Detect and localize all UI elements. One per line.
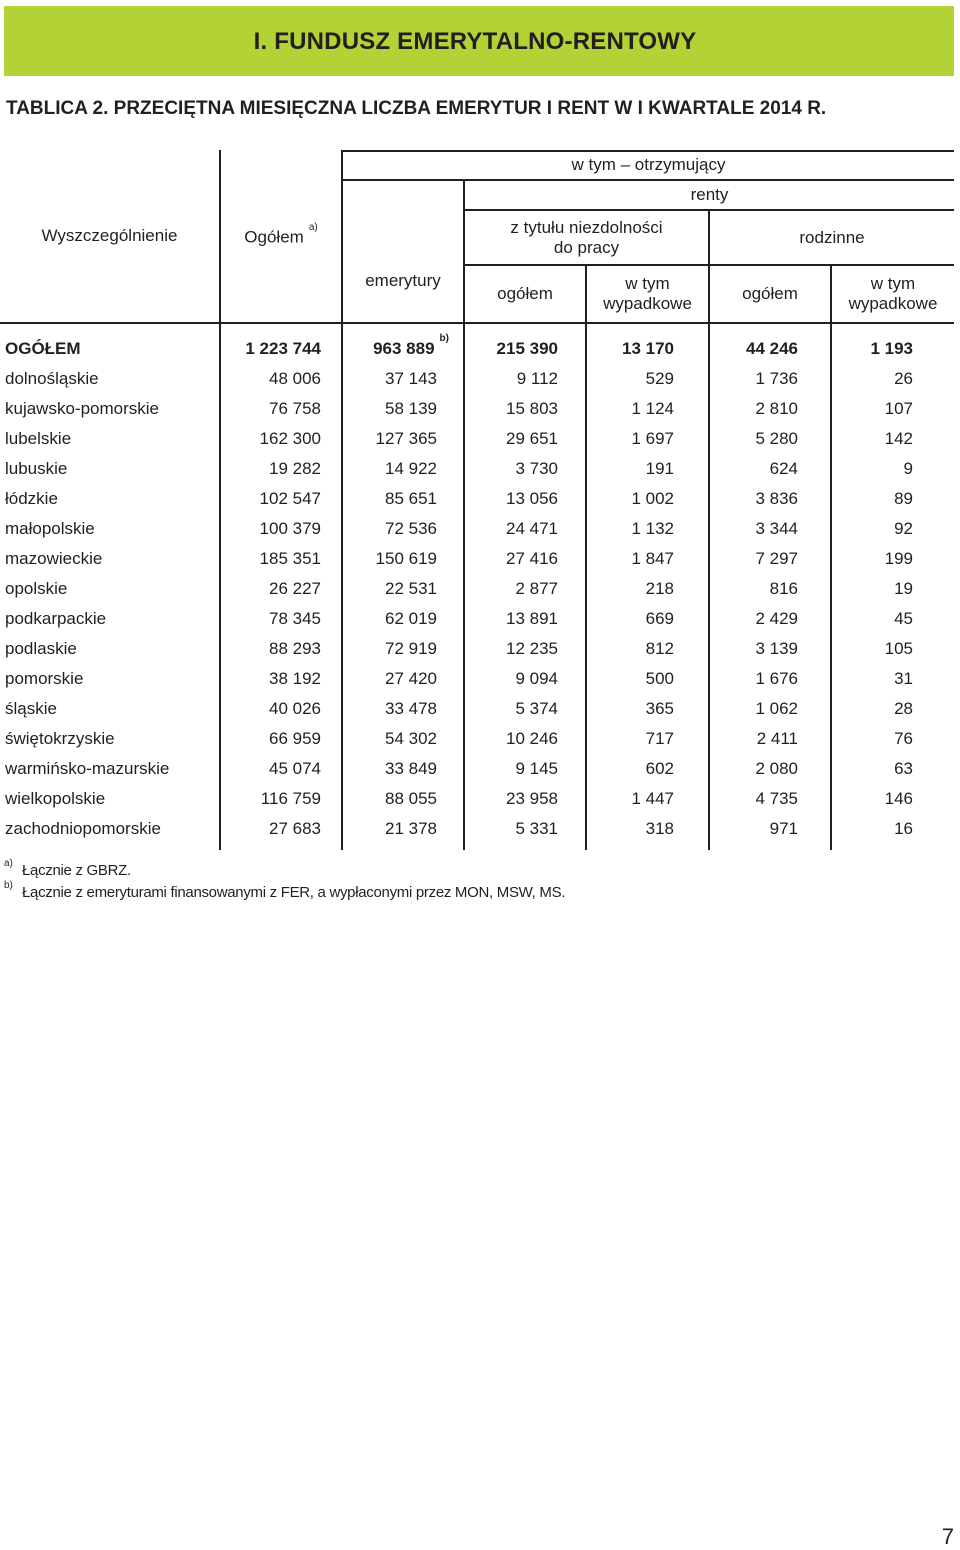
cell-niezdolnosc-ogolem: 215 390 [496, 339, 558, 358]
table-row [0, 814, 960, 844]
cell-emerytury: 150 619 [375, 549, 437, 568]
cell-rodzinne-ogolem: 3 344 [755, 519, 798, 538]
cell-rodzinne-ogolem: 1 736 [755, 369, 798, 388]
cell-ogolem: 26 227 [269, 579, 321, 598]
row-label: małopolskie [5, 519, 95, 538]
cell-rodzinne-ogolem: 44 246 [746, 339, 798, 358]
cell-ogolem: 76 758 [269, 399, 321, 418]
cell-emerytury: 33 849 [385, 759, 437, 778]
cell-emerytury: 37 143 [385, 369, 437, 388]
cell-ogolem: 45 074 [269, 759, 321, 778]
header-sub-ogolem-1 [465, 266, 585, 322]
footnote-mark-b: b) [439, 333, 449, 345]
cell-rodzinne-ogolem: 3 836 [755, 489, 798, 508]
cell-niezdolnosc-ogolem: 27 416 [506, 549, 558, 568]
header-ogolem-text [244, 224, 317, 248]
row-label: pomorskie [5, 669, 84, 688]
row-label: zachodniopomorskie [5, 819, 161, 838]
header-wyszczegolnienie-label: Wyszczególnienie [41, 226, 178, 245]
header-rodzinne [710, 211, 954, 264]
table-row [0, 364, 960, 394]
row-label: dolnośląskie [5, 369, 99, 388]
cell-niezdolnosc-wypadkowe: 669 [645, 609, 674, 628]
cell-ogolem: 100 379 [259, 519, 321, 538]
cell-rodzinne-wypadkowe: 63 [894, 759, 913, 778]
header-niezdolnosc-line1: z tytułu niezdolności [510, 217, 663, 237]
cell-niezdolnosc-wypadkowe: 191 [645, 459, 674, 478]
cell-niezdolnosc-wypadkowe: 218 [645, 579, 674, 598]
table-row [0, 424, 960, 454]
cell-rodzinne-ogolem: 2 080 [755, 759, 798, 778]
row-label: świętokrzyskie [5, 729, 115, 748]
cell-niezdolnosc-ogolem: 24 471 [506, 519, 558, 538]
header-renty [465, 181, 954, 209]
cell-niezdolnosc-wypadkowe: 1 697 [631, 429, 674, 448]
footnote-mark-a: a) [308, 222, 318, 234]
cell-emerytury: 33 478 [385, 699, 437, 718]
header-emerytury [343, 181, 463, 322]
cell-rodzinne-ogolem: 2 429 [755, 609, 798, 628]
cell-rodzinne-wypadkowe: 26 [894, 369, 913, 388]
cell-rodzinne-wypadkowe: 31 [894, 669, 913, 688]
cell-rodzinne-ogolem: 624 [769, 459, 798, 478]
table-title: TABLICA 2. PRZECIĘTNA MIESIĘCZNA LICZBA EMERYTUR I RENT W I KWARTALE 2014 R. [6, 98, 827, 119]
table-row [0, 574, 960, 604]
header-sub-wypadkowe-1-line2: wypadkowe [603, 294, 692, 313]
cell-ogolem: 40 026 [269, 699, 321, 718]
table-row [0, 724, 960, 754]
cell-emerytury [373, 333, 449, 359]
cell-rodzinne-wypadkowe: 199 [884, 549, 913, 568]
header-sub-wypadkowe-2-line2: wypadkowe [848, 294, 938, 313]
cell-rodzinne-wypadkowe: 19 [894, 579, 913, 598]
cell-rodzinne-wypadkowe: 45 [894, 609, 913, 628]
cell-niezdolnosc-wypadkowe: 318 [645, 819, 674, 838]
table-row [0, 394, 960, 424]
cell-ogolem: 1 223 744 [245, 339, 321, 358]
row-label: łódzkie [5, 489, 58, 508]
cell-rodzinne-wypadkowe: 105 [884, 639, 913, 658]
header-sub-wypadkowe-1 [587, 266, 708, 322]
cell-niezdolnosc-wypadkowe: 1 002 [631, 489, 674, 508]
row-label: wielkopolskie [5, 789, 106, 808]
rule-header-bottom [0, 322, 954, 324]
header-w-tym-otrzymujacy-label: w tym – otrzymujący [571, 154, 726, 174]
table-row [0, 454, 960, 484]
header-sub-wypadkowe-2-line1: w tym [870, 274, 916, 293]
row-label: lubelskie [5, 429, 72, 448]
cell-niezdolnosc-wypadkowe: 1 124 [631, 399, 674, 418]
cell-niezdolnosc-ogolem: 3 730 [515, 459, 558, 478]
footnote-b-text: Łącznie z emeryturami finansowanymi z FER, a wypłaconymi przez MON, MSW, MS. [22, 884, 566, 901]
cell-emerytury: 14 922 [385, 459, 437, 478]
header-niezdolnosc-line2: do pracy [553, 237, 620, 257]
cell-niezdolnosc-wypadkowe: 717 [645, 729, 674, 748]
table-row [0, 514, 960, 544]
header-sub-ogolem-2 [710, 266, 830, 322]
cell-ogolem: 162 300 [259, 429, 321, 448]
cell-niezdolnosc-ogolem: 9 094 [515, 669, 558, 688]
cell-ogolem: 66 959 [269, 729, 321, 748]
cell-rodzinne-ogolem: 1 062 [755, 699, 798, 718]
cell-niezdolnosc-ogolem: 15 803 [506, 399, 558, 418]
cell-emerytury: 127 365 [375, 429, 437, 448]
table-row [0, 784, 960, 814]
cell-ogolem: 19 282 [269, 459, 321, 478]
row-label: opolskie [5, 579, 68, 598]
cell-niezdolnosc-wypadkowe: 812 [645, 639, 674, 658]
header-wyszczegolnienie [0, 150, 219, 322]
table-row [0, 694, 960, 724]
cell-emerytury: 58 139 [385, 399, 437, 418]
cell-niezdolnosc-ogolem: 9 145 [515, 759, 558, 778]
chapter-banner [4, 6, 954, 76]
row-label: podlaskie [5, 639, 77, 658]
cell-ogolem: 38 192 [269, 669, 321, 688]
cell-rodzinne-wypadkowe: 107 [884, 399, 913, 418]
cell-ogolem: 78 345 [269, 609, 321, 628]
cell-niezdolnosc-ogolem: 5 331 [515, 819, 558, 838]
cell-emerytury: 27 420 [385, 669, 437, 688]
cell-niezdolnosc-ogolem: 13 056 [506, 489, 558, 508]
row-label: kujawsko-pomorskie [5, 399, 159, 418]
cell-emerytury: 21 378 [385, 819, 437, 838]
footnote-a-text: Łącznie z GBRZ. [22, 862, 131, 879]
header-ogolem-label: Ogółem [244, 227, 304, 247]
cell-rodzinne-wypadkowe: 89 [894, 489, 913, 508]
cell-niezdolnosc-wypadkowe: 602 [645, 759, 674, 778]
cell-rodzinne-ogolem: 2 411 [756, 729, 798, 748]
cell-emerytury: 22 531 [385, 579, 437, 598]
footnote-a-mark: a) [4, 858, 13, 869]
cell-rodzinne-ogolem: 5 280 [755, 429, 798, 448]
header-sub-wypadkowe-1-line1: w tym [625, 274, 670, 293]
cell-niezdolnosc-ogolem: 2 877 [515, 579, 558, 598]
cell-rodzinne-wypadkowe: 1 193 [870, 339, 913, 358]
cell-rodzinne-wypadkowe: 146 [884, 789, 913, 808]
cell-niezdolnosc-wypadkowe: 13 170 [622, 339, 674, 358]
cell-rodzinne-ogolem: 1 676 [755, 669, 798, 688]
table-row [0, 664, 960, 694]
row-label: śląskie [5, 699, 57, 718]
cell-rodzinne-ogolem: 7 297 [755, 549, 798, 568]
cell-niezdolnosc-wypadkowe: 500 [645, 669, 674, 688]
cell-niezdolnosc-ogolem: 10 246 [506, 729, 558, 748]
cell-emerytury: 85 651 [385, 489, 437, 508]
cell-ogolem: 48 006 [269, 369, 321, 388]
cell-emerytury: 62 019 [385, 609, 437, 628]
table-row [0, 634, 960, 664]
cell-niezdolnosc-ogolem: 9 112 [516, 369, 558, 388]
cell-emerytury-value: 963 889 [373, 339, 435, 358]
cell-emerytury: 54 302 [385, 729, 437, 748]
cell-ogolem: 102 547 [259, 489, 321, 508]
cell-niezdolnosc-wypadkowe: 1 132 [631, 519, 674, 538]
cell-niezdolnosc-wypadkowe: 365 [645, 699, 674, 718]
row-label: lubuskie [5, 459, 68, 478]
cell-rodzinne-ogolem: 3 139 [755, 639, 798, 658]
header-rodzinne-label: rodzinne [799, 227, 865, 247]
row-label: podkarpackie [5, 609, 107, 628]
cell-niezdolnosc-ogolem: 5 374 [515, 699, 558, 718]
cell-ogolem: 27 683 [269, 819, 321, 838]
cell-rodzinne-wypadkowe: 142 [884, 429, 913, 448]
row-label: mazowieckie [5, 549, 103, 568]
header-emerytury-label: emerytury [365, 270, 441, 290]
cell-rodzinne-wypadkowe: 92 [894, 519, 913, 538]
table-row-total [0, 334, 960, 364]
cell-niezdolnosc-ogolem: 29 651 [506, 429, 558, 448]
cell-ogolem: 88 293 [269, 639, 321, 658]
cell-emerytury: 72 919 [385, 639, 437, 658]
header-sub-ogolem-2-label: ogółem [742, 284, 798, 303]
row-label: OGÓŁEM [5, 339, 81, 358]
cell-rodzinne-wypadkowe: 76 [894, 729, 913, 748]
cell-emerytury: 72 536 [385, 519, 437, 538]
cell-niezdolnosc-ogolem: 23 958 [506, 789, 558, 808]
cell-rodzinne-wypadkowe: 28 [894, 699, 913, 718]
page-number: 7 [941, 1524, 954, 1549]
cell-rodzinne-wypadkowe: 9 [903, 459, 913, 478]
footnote-b-mark: b) [4, 880, 13, 891]
table-row [0, 484, 960, 514]
row-label: warmińsko-mazurskie [5, 759, 170, 778]
table-row [0, 604, 960, 634]
chapter-title: I. FUNDUSZ EMERYTALNO-RENTOWY [253, 28, 697, 55]
table-row [0, 754, 960, 784]
header-renty-label: renty [690, 185, 729, 204]
cell-niezdolnosc-wypadkowe: 1 847 [631, 549, 674, 568]
cell-rodzinne-wypadkowe: 16 [894, 819, 913, 838]
cell-niezdolnosc-ogolem: 12 235 [506, 639, 558, 658]
cell-emerytury: 88 055 [385, 789, 437, 808]
cell-niezdolnosc-wypadkowe: 1 447 [631, 789, 674, 808]
cell-ogolem: 185 351 [259, 549, 321, 568]
table-row [0, 544, 960, 574]
data-table [0, 150, 960, 850]
cell-niezdolnosc-ogolem: 13 891 [506, 609, 558, 628]
cell-rodzinne-ogolem: 2 810 [755, 399, 798, 418]
cell-rodzinne-ogolem: 971 [769, 819, 798, 838]
cell-niezdolnosc-wypadkowe: 529 [645, 369, 674, 388]
cell-rodzinne-ogolem: 4 735 [755, 789, 798, 808]
header-w-tym-otrzymujacy [343, 150, 954, 179]
header-ogolem [221, 150, 341, 322]
cell-rodzinne-ogolem: 816 [769, 579, 798, 598]
header-niezdolnosc [465, 211, 708, 264]
cell-ogolem: 116 759 [260, 789, 321, 808]
header-sub-wypadkowe-2 [832, 266, 954, 322]
header-sub-ogolem-1-label: ogółem [497, 284, 553, 303]
